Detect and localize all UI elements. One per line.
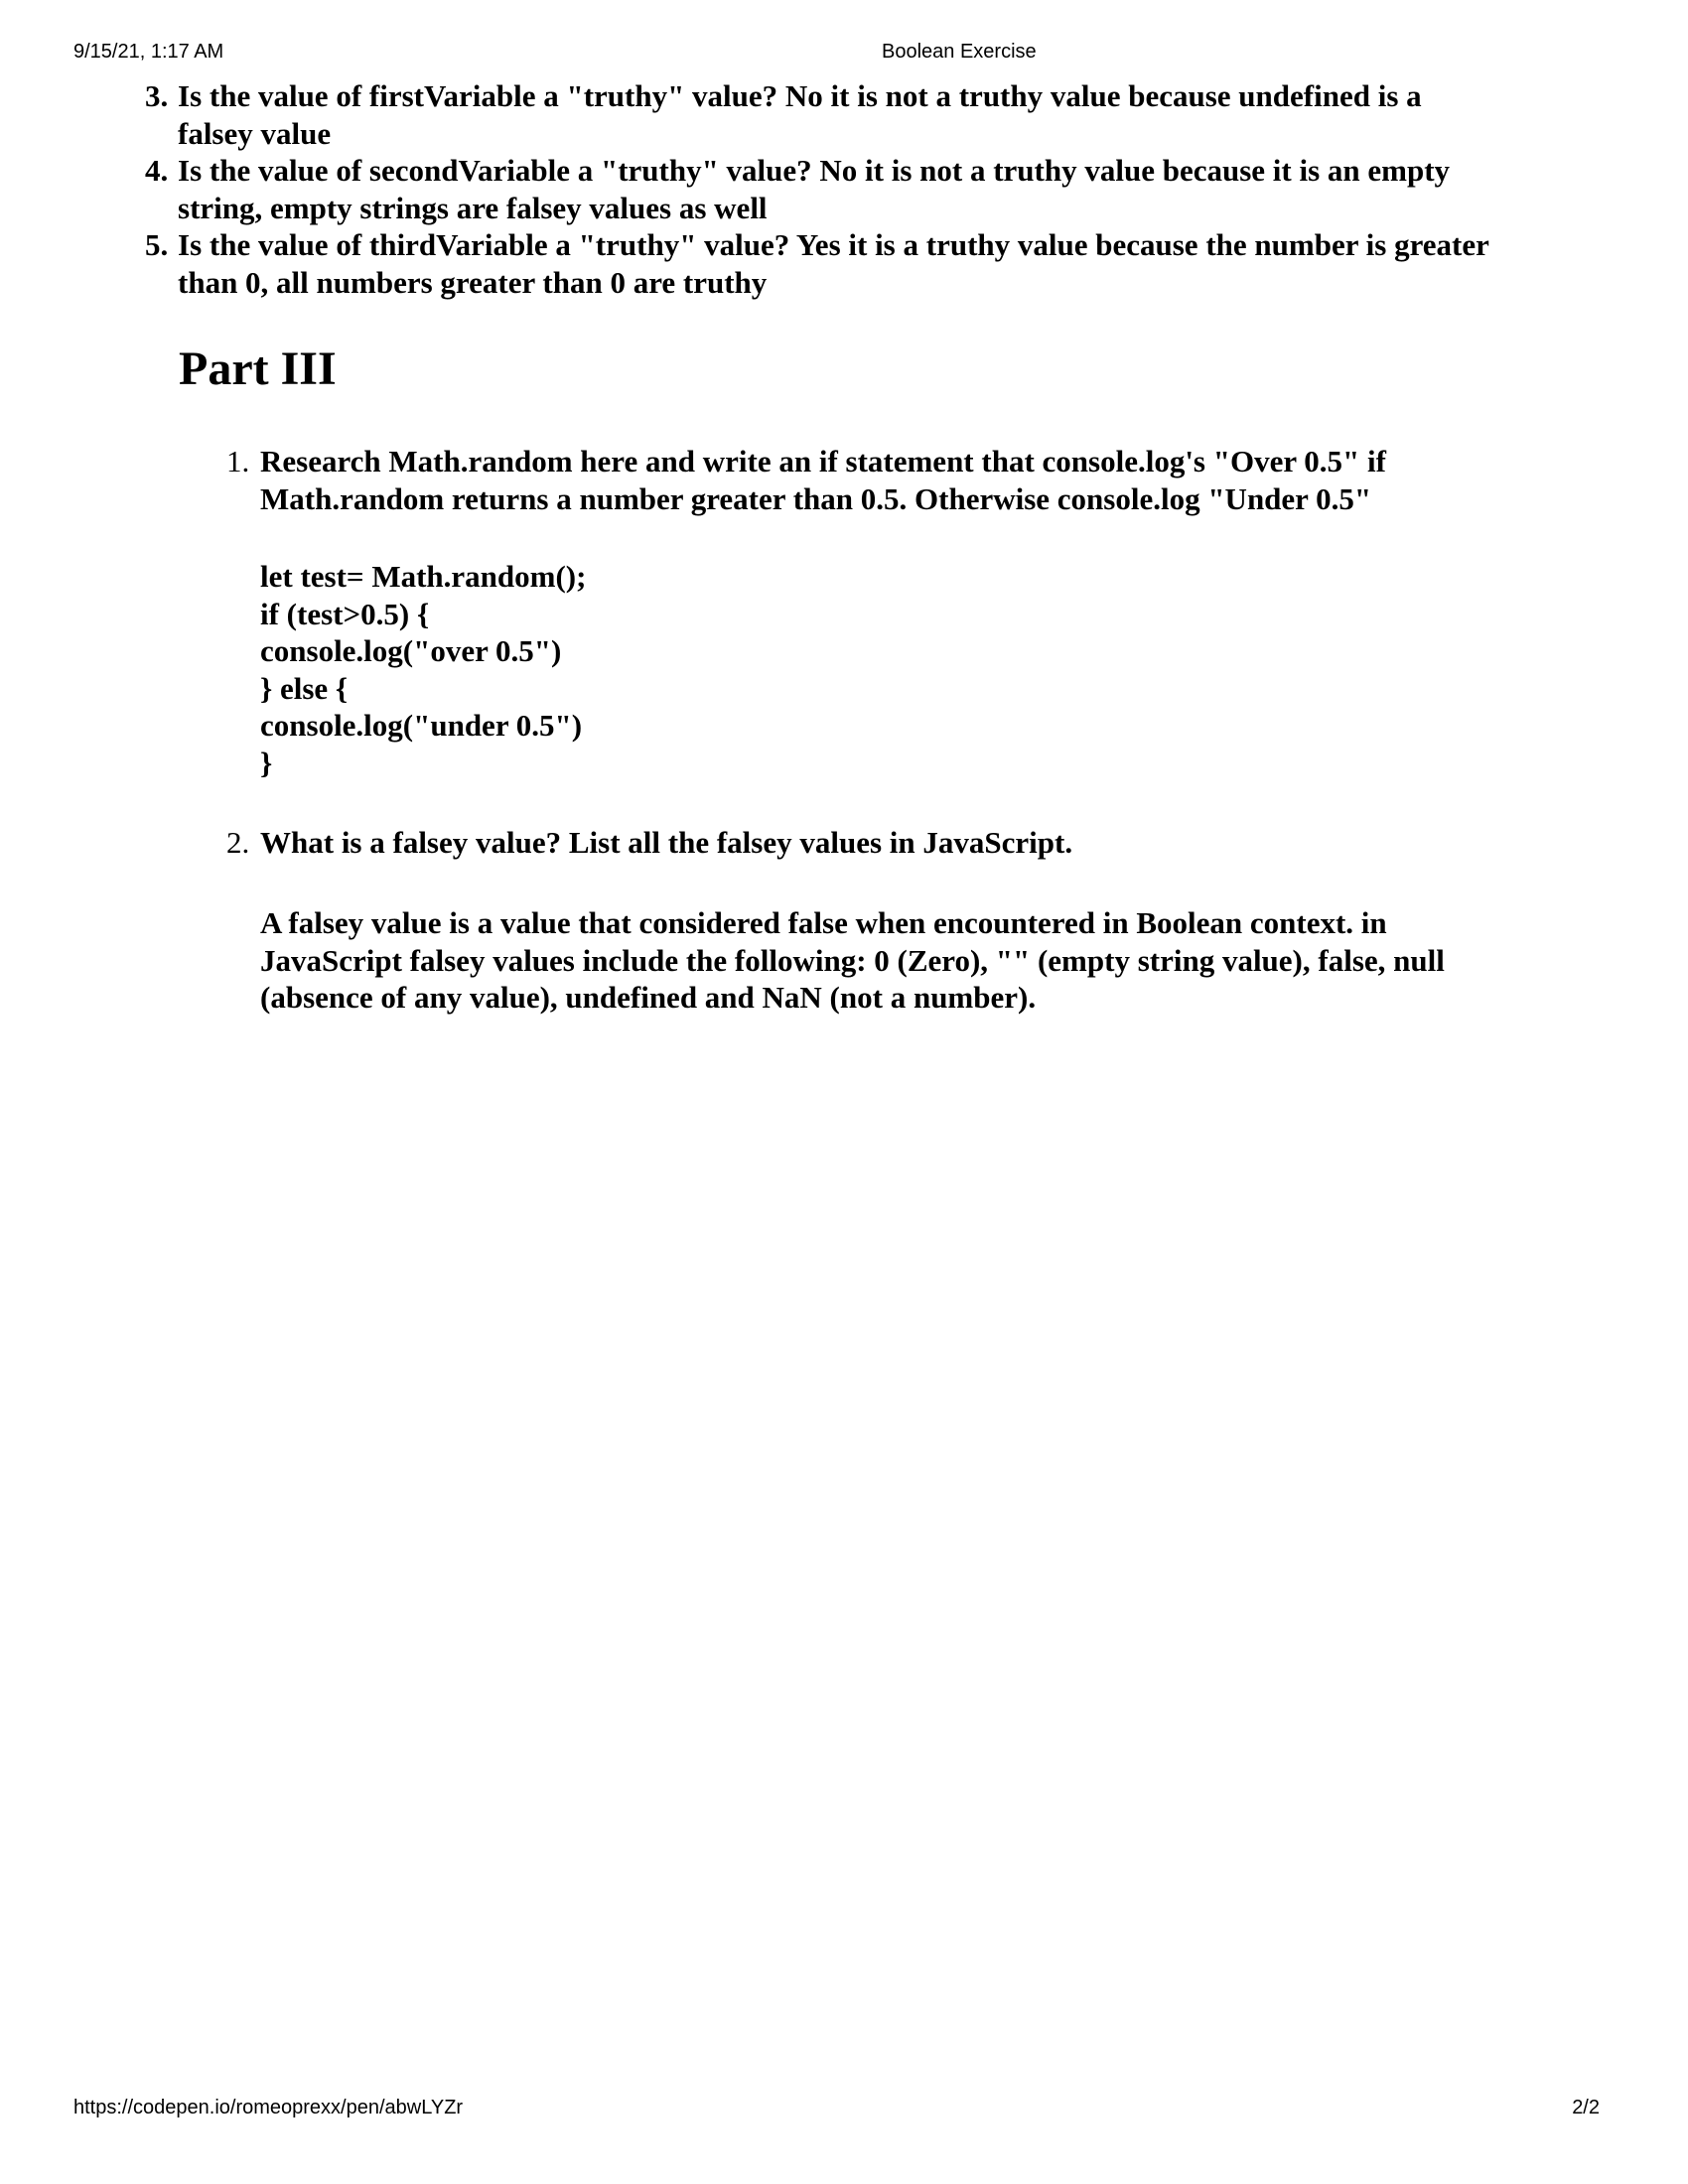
question-item-3 [145,77,1422,152]
answer-line: A falsey value is a value that considered false when encountered in Boolean context. in [260,905,1387,940]
question-item-2 [226,824,1072,862]
print-datetime: 9/15/21, 1:17 AM [73,41,224,63]
item-text-line: than 0, all numbers greater than 0 are truthy [178,264,768,300]
falsey-answer [260,904,1445,1017]
item-number: 3. [145,78,169,113]
item-text-line: Is the value of secondVariable a "truthy" value? No it is not a truthy value because it is an empty [178,153,1451,188]
footer-url: https://codepen.io/romeoprexx/pen/abwLYZr [73,2097,464,2118]
answer-line: JavaScript falsey values include the following: 0 (Zero), "" (empty string value), false, null [260,942,1445,978]
answer-line: (absence of any value), undefined and NaN (not a number). [260,980,1037,1015]
item-number: 4. [145,153,169,188]
item-text-line: What is a falsey value? List all the falsey values in JavaScript. [260,825,1073,860]
item-text-line: falsey value [178,115,332,151]
code-line: let test= Math.random(); [260,559,587,594]
code-line: if (test>0.5) { [260,596,430,631]
print-title: Boolean Exercise [882,41,1037,63]
item-number: 1. [226,444,250,478]
code-line: console.log("over 0.5") [260,633,562,668]
item-text-line: string, empty strings are falsey values as well [178,190,768,225]
code-answer [260,558,586,781]
page-number: 2/2 [1572,2097,1600,2118]
item-text-line: Is the value of thirdVariable a "truthy" value? Yes it is a truthy value because the number is greater [178,227,1489,262]
code-line: } [260,745,273,780]
item-text-line: Research Math.random here and write an if statement that console.log's "Over 0.5" if [260,444,1386,478]
code-line: } else { [260,670,349,706]
question-item-1 [226,443,1386,517]
item-number: 2. [226,825,250,860]
code-line: console.log("under 0.5") [260,708,583,743]
question-item-4 [145,152,1450,226]
part3-heading: Part III [179,342,337,395]
item-text-line: Math.random returns a number greater than 0.5. Otherwise console.log "Under 0.5" [260,480,1372,516]
item-text-line: Is the value of firstVariable a "truthy" value? No it is not a truthy value because undefined is a [178,78,1422,113]
item-number: 5. [145,227,169,262]
question-item-5 [145,226,1489,301]
